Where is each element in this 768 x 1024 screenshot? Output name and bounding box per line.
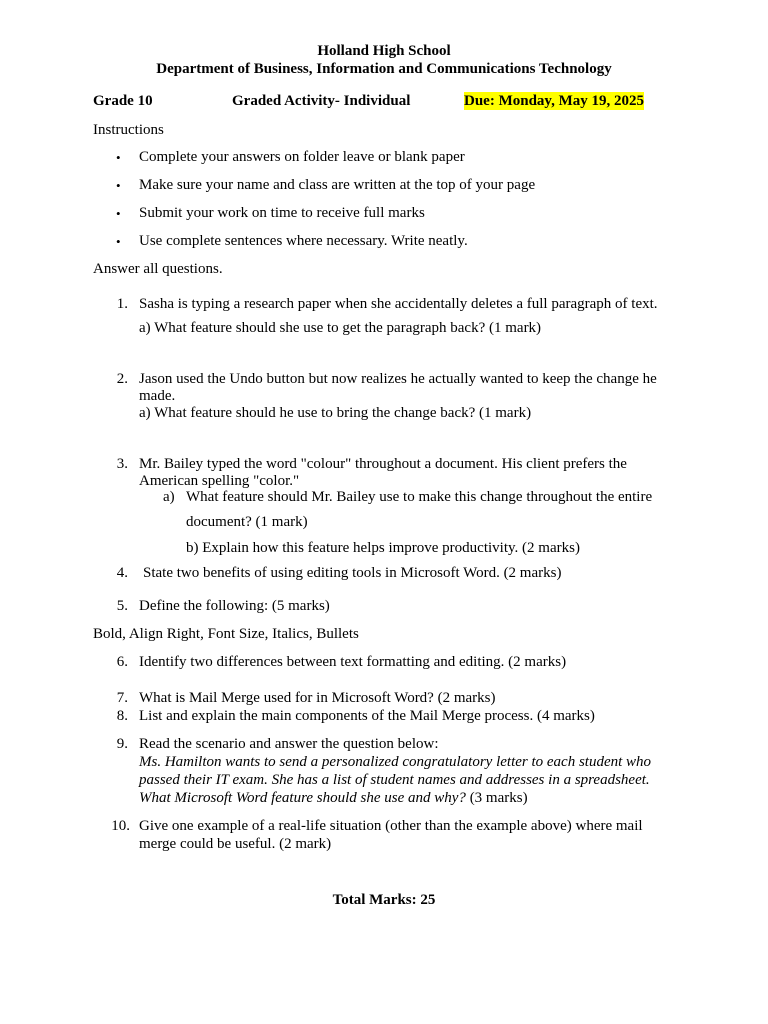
activity-label: Graded Activity- Individual xyxy=(232,93,411,109)
instructions-heading: Instructions xyxy=(93,122,164,138)
bullet-icon: • xyxy=(116,150,121,165)
grade-label: Grade 10 xyxy=(93,93,153,109)
question-number: 3. xyxy=(116,456,128,472)
question-9-scenario-line2: passed their IT exam. She has a list of student names and addresses in a spreadsheet. xyxy=(139,772,650,788)
instruction-item: Make sure your name and class are written at the top of your page xyxy=(139,177,536,193)
question-1-text: Sasha is typing a research paper when she accidentally deletes a full paragraph of text. xyxy=(139,296,658,312)
department-name: Department of Business, Information and Communications Technology xyxy=(156,61,612,77)
question-6-text: Identify two differences between text formatting and editing. (2 marks) xyxy=(139,654,567,670)
question-3b: b) Explain how this feature helps improve productivity. (2 marks) xyxy=(186,540,580,556)
bullet-icon: • xyxy=(116,234,121,249)
question-number: 8. xyxy=(116,708,128,724)
question-4-text: State two benefits of using editing tools in Microsoft Word. (2 marks) xyxy=(143,565,562,581)
instruction-item: Use complete sentences where necessary. Write neatly. xyxy=(139,233,468,249)
bullet-icon: • xyxy=(116,178,121,193)
question-number: 5. xyxy=(116,598,128,614)
question-number: 9. xyxy=(116,736,128,752)
question-7-text: What is Mail Merge used for in Microsoft Word? (2 marks) xyxy=(139,690,496,706)
question-3a-line1: What feature should Mr. Bailey use to make this change throughout the entire xyxy=(186,489,653,505)
question-10-text-line1: Give one example of a real-life situation (other than the example above) where mail xyxy=(139,818,643,834)
question-number: 7. xyxy=(116,690,128,706)
question-9-scenario-line3: What Microsoft Word feature should she use and why? (3 marks) xyxy=(139,790,528,806)
question-5-text: Define the following: (5 marks) xyxy=(139,598,330,614)
question-10-text-line2: merge could be useful. (2 mark) xyxy=(139,836,332,852)
instruction-item: Complete your answers on folder leave or blank paper xyxy=(139,149,465,165)
question-9-marks: (3 marks) xyxy=(465,790,528,806)
question-number: 2. xyxy=(116,371,128,387)
question-5-terms: Bold, Align Right, Font Size, Italics, Bullets xyxy=(93,626,359,642)
question-2-text-line1: Jason used the Undo button but now realizes he actually wanted to keep the change he xyxy=(139,371,657,387)
question-2-sub: a) What feature should he use to bring the change back? (1 mark) xyxy=(139,405,532,421)
question-number: 6. xyxy=(116,654,128,670)
sub-question-label: a) xyxy=(163,489,175,505)
question-8-text: List and explain the main components of the Mail Merge process. (4 marks) xyxy=(139,708,595,724)
question-9-text: Read the scenario and answer the question below: xyxy=(139,736,439,752)
question-3-text-line1: Mr. Bailey typed the word "colour" throughout a document. His client prefers the xyxy=(139,456,627,472)
due-date: Due: Monday, May 19, 2025 xyxy=(464,93,644,109)
answer-all-note: Answer all questions. xyxy=(93,261,223,277)
school-name: Holland High School xyxy=(317,43,451,59)
question-number: 10. xyxy=(111,818,130,834)
question-3-text-line2: American spelling "color." xyxy=(139,473,300,489)
question-number: 1. xyxy=(116,296,128,312)
question-9-scenario-line1: Ms. Hamilton wants to send a personalized congratulatory letter to each student who xyxy=(139,754,652,770)
question-1-sub: a) What feature should she use to get the paragraph back? (1 mark) xyxy=(139,320,542,336)
instruction-item: Submit your work on time to receive full marks xyxy=(139,205,425,221)
total-marks: Total Marks: 25 xyxy=(332,892,436,908)
question-2-text-line2: made. xyxy=(139,388,176,404)
question-number: 4. xyxy=(116,565,128,581)
bullet-icon: • xyxy=(116,206,121,221)
question-3a-line2: document? (1 mark) xyxy=(186,514,308,530)
